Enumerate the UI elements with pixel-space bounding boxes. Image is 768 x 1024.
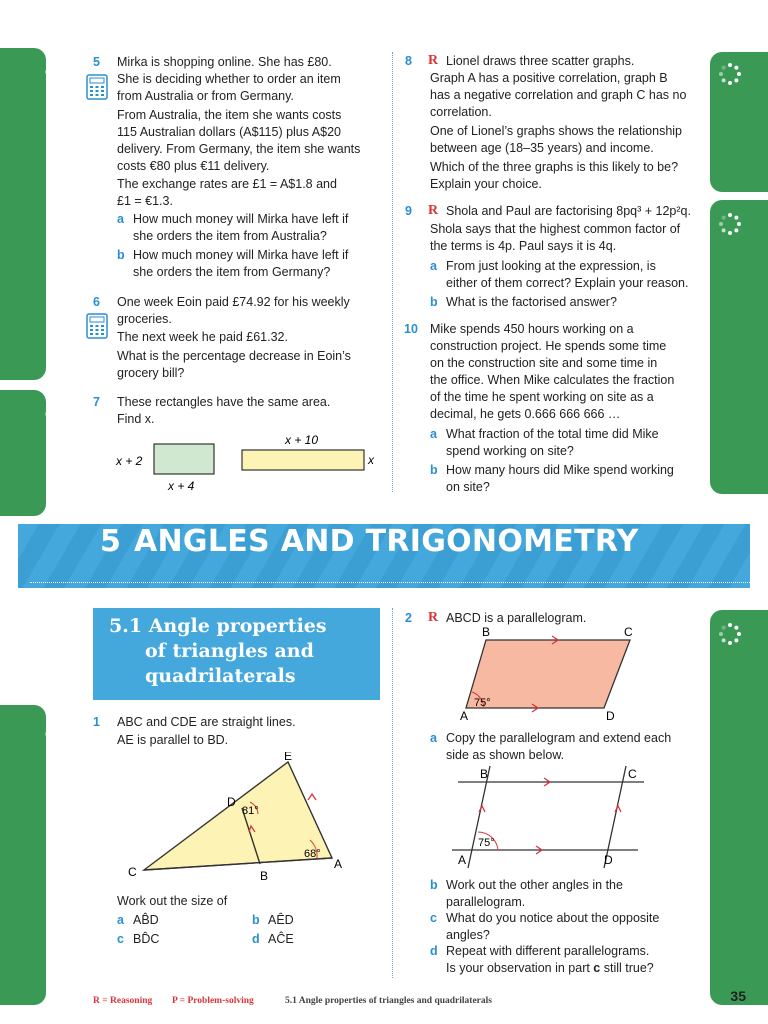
question-text: construction project. He spends some time [430, 339, 667, 353]
progress-dots-icon [718, 212, 742, 236]
reasoning-marker: R [428, 203, 439, 218]
question-text: Lionel draws three scatter graphs. [446, 54, 635, 68]
part-text: How much money will Mirka have left if [133, 212, 349, 226]
section-title-line: Angle properties [148, 615, 327, 637]
question-text: of the time he spent working on site as a [430, 390, 654, 404]
question-text: One of Lionel’s graphs shows the relationship [430, 124, 683, 138]
part-label: d [430, 944, 438, 958]
question-text: From Australia, the item she wants costs [117, 108, 342, 122]
question-number: 7 [93, 395, 100, 409]
column-divider [392, 608, 393, 978]
part-text: side as shown below. [446, 748, 565, 762]
part-label: c [430, 911, 437, 925]
part-text: Work out the other angles in the [446, 878, 623, 892]
point-label-d: D [227, 795, 236, 809]
part-text [446, 960, 654, 978]
point-label-c: C [628, 767, 637, 781]
question-text: the terms is 4p. Paul says it is 4q. [430, 239, 617, 253]
point-label-e: E [284, 752, 293, 763]
banner-divider [30, 582, 750, 583]
section-number: 5.1 [109, 615, 143, 637]
parallelogram-diagram [456, 626, 656, 724]
parallel-arrow [308, 794, 316, 800]
point-label-a: A [334, 857, 343, 871]
part-label: b [430, 463, 438, 477]
triangle-diagram [120, 752, 360, 882]
question-text: correlation. [430, 105, 492, 119]
part-text: How many hours did Mike spend working [446, 463, 674, 477]
angle-label-81: 81° [242, 805, 259, 817]
part-label: a [430, 731, 437, 745]
section-heading-box [93, 608, 380, 700]
progress-dots-icon [718, 62, 742, 86]
side-tab-right-2 [710, 200, 768, 494]
part-label: a [430, 259, 437, 273]
rect1-side-label: x + 2 [116, 454, 143, 468]
side-tab-left-3 [0, 705, 46, 1005]
part-text: AÊD [268, 913, 294, 927]
rectangles-diagram [110, 430, 380, 500]
question-text: The next week he paid £61.32. [117, 330, 288, 344]
part-label: b [252, 913, 260, 927]
question-text: groceries. [117, 312, 172, 326]
part-text-segment: Is your observation in part [446, 961, 594, 975]
calculator-icon [86, 313, 108, 339]
column-divider [392, 52, 393, 492]
part-text: on site? [446, 480, 490, 494]
chapter-banner [18, 524, 750, 588]
rect2-top-label: x + 10 [285, 433, 319, 447]
part-text: What fraction of the total time did Mike [446, 427, 659, 441]
angle-label-75: 75° [478, 837, 495, 849]
part-text: she orders the item from Australia? [133, 229, 327, 243]
question-number: 2 [405, 611, 412, 625]
question-text: Find x. [117, 412, 155, 426]
point-label-b: B [260, 869, 269, 882]
question-text: from Australia or from Germany. [117, 89, 294, 103]
question-text: One week Eoin paid £74.92 for his weekly [117, 295, 350, 309]
footer-problem-key: P = Problem-solving [172, 996, 254, 1006]
point-label-a: A [460, 709, 469, 723]
rectangle-green [154, 444, 214, 474]
part-label: d [252, 932, 260, 946]
part-reference: c [593, 961, 601, 975]
part-text: Repeat with different parallelograms. [446, 944, 650, 958]
question-text: Which of the three graphs is this likely to be? [430, 160, 679, 174]
chapter-number: 5 [100, 524, 121, 559]
page-number: 35 [730, 988, 746, 1004]
question-text: AE is parallel to BD. [117, 733, 229, 747]
question-text: Shola says that the highest common factor of [430, 222, 681, 236]
question-text: costs €80 plus €11 delivery. [117, 159, 270, 173]
question-number: 9 [405, 204, 412, 218]
extended-parallelogram-diagram [448, 762, 648, 872]
side-tab-left-2 [0, 390, 46, 516]
question-text: has a negative correlation and graph C has no [430, 88, 687, 102]
part-text: angles? [446, 928, 490, 942]
progress-dots-icon [718, 622, 742, 646]
footer-reasoning-key: R = Reasoning [93, 996, 153, 1006]
question-text: delivery. From Germany, the item she wants [117, 142, 361, 156]
footer-section-title: 5.1 Angle properties of triangles and quadrilaterals [285, 996, 492, 1006]
progress-dots-icon [44, 722, 68, 746]
question-text: Mike spends 450 hours working on a [430, 322, 634, 336]
point-label-d: D [606, 709, 615, 723]
part-label: c [117, 932, 124, 946]
part-text-segment: still true? [600, 961, 654, 975]
question-text: grocery bill? [117, 366, 185, 380]
extended-side-ab [468, 766, 490, 868]
calculator-icon [86, 74, 108, 100]
part-label: b [430, 878, 438, 892]
part-label: a [117, 913, 124, 927]
part-text: Copy the parallelogram and extend each [446, 731, 672, 745]
reasoning-marker: R [428, 610, 439, 625]
question-text: These rectangles have the same area. [117, 395, 331, 409]
point-label-d: D [604, 853, 613, 867]
parallel-arrow [615, 806, 621, 812]
question-text: the office. When Mike calculates the fraction [430, 373, 675, 387]
angle-label-75: 75° [474, 697, 491, 709]
question-number: 6 [93, 295, 100, 309]
chapter-title: ANGLES AND TRIGONOMETRY [134, 524, 639, 559]
progress-dots-icon [44, 60, 68, 84]
part-text: From just looking at the expression, is [446, 259, 656, 273]
section-title-line: quadrilaterals [145, 665, 296, 687]
question-text: Graph A has a positive correlation, graph B [430, 71, 668, 85]
part-text: What do you notice about the opposite [446, 911, 660, 925]
rect2-side-label: x [368, 453, 374, 467]
point-label-b: B [480, 767, 489, 781]
section-title [109, 614, 327, 689]
question-number: 8 [405, 54, 412, 68]
point-label-c: C [624, 626, 633, 639]
part-text: either of them correct? Explain your reason. [446, 276, 689, 290]
question-text: ABCD is a parallelogram. [446, 611, 587, 625]
angle-label-68: 68° [304, 848, 321, 860]
part-text: How much money will Mirka have left if [133, 248, 349, 262]
question-text: The exchange rates are £1 = A$1.8 and [117, 177, 337, 191]
question-text: Explain your choice. [430, 177, 542, 191]
rectangle-yellow [242, 450, 364, 470]
parallel-arrow [479, 806, 485, 812]
part-label: a [430, 427, 437, 441]
question-text: Mirka is shopping online. She has £80. [117, 55, 332, 69]
question-text: between age (18–35 years) and income. [430, 141, 654, 155]
part-text: What is the factorised answer? [446, 295, 617, 309]
section-title-line: of triangles and [145, 640, 314, 662]
question-text: 115 Australian dollars (A$115) plus A$20 [117, 125, 341, 139]
question-text: decimal, he gets 0.666 666 666 … [430, 407, 621, 421]
side-tab-left-1 [0, 48, 46, 380]
point-label-b: B [482, 626, 491, 639]
question-text: She is deciding whether to order an item [117, 72, 341, 86]
question-text: £1 = €1.3. [117, 194, 173, 208]
question-number: 1 [93, 715, 100, 729]
part-text: AĈE [268, 932, 294, 946]
part-label: a [117, 212, 124, 226]
side-tab-right-3 [710, 610, 768, 1005]
question-text: Shola and Paul are factorising 8pq³ + 12p²q. [446, 204, 691, 218]
part-label: b [430, 295, 438, 309]
progress-dots-icon [44, 402, 68, 426]
question-text: on the construction site and some time in [430, 356, 658, 370]
question-number: 10 [404, 322, 418, 336]
point-label-a: A [458, 853, 467, 867]
question-text: Work out the size of [117, 894, 228, 908]
part-text: parallelogram. [446, 895, 526, 909]
point-label-c: C [128, 865, 137, 879]
part-label: b [117, 248, 125, 262]
part-text: she orders the item from Germany? [133, 265, 331, 279]
part-text: BD̂C [133, 932, 160, 946]
reasoning-marker: R [428, 53, 439, 68]
part-text: spend working on site? [446, 444, 574, 458]
part-text: AB̂D [133, 913, 159, 927]
question-text: What is the percentage decrease in Eoin’s [117, 349, 351, 363]
question-number: 5 [93, 55, 100, 69]
rect1-bottom-label: x + 4 [168, 479, 195, 493]
question-text: ABC and CDE are straight lines. [117, 715, 296, 729]
